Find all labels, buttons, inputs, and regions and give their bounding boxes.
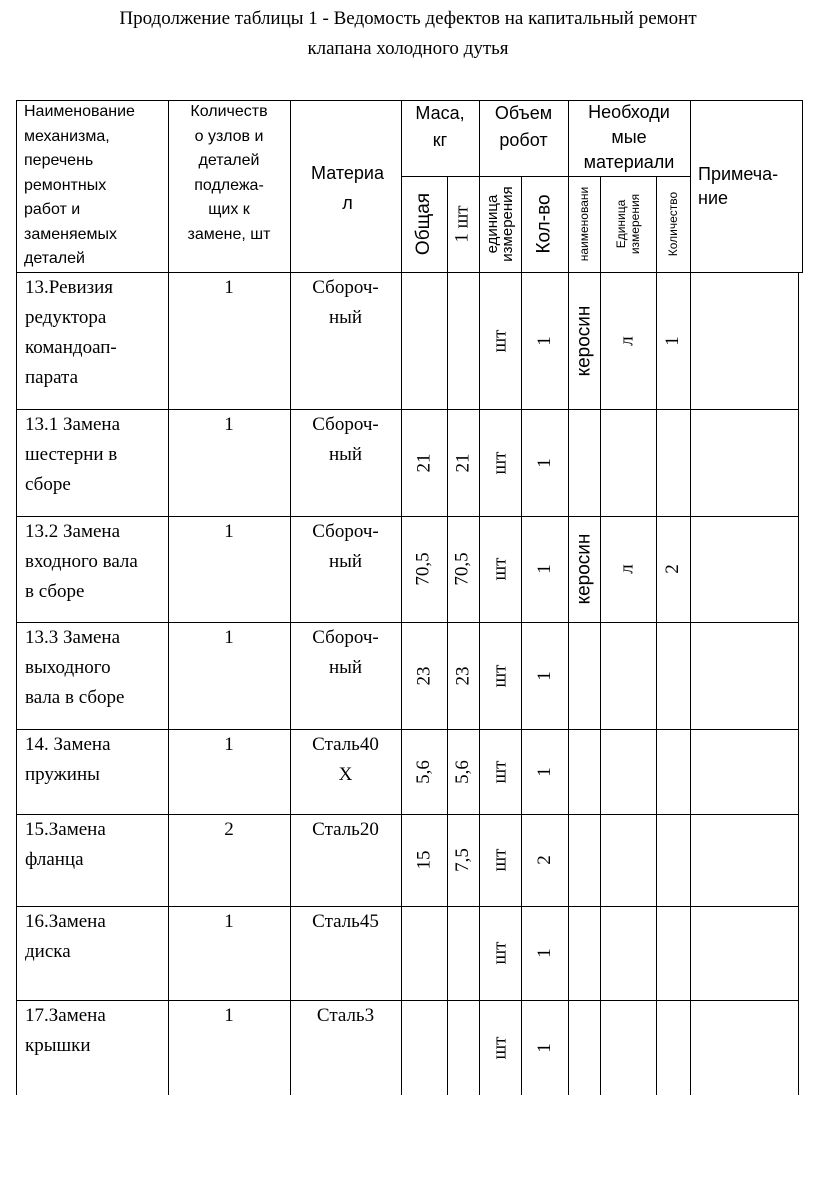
row-6-name-line: фланца [25,849,84,870]
row-7-material-line: Сталь45 [312,911,379,932]
row-6-count-line: 2 [224,819,234,840]
header-mass-line: Маса, [415,103,465,123]
header-material-line: л [342,193,353,213]
row-1-material [290,273,401,333]
row-7-material [290,907,401,937]
row-4-name-line: 13.3 Замена [25,627,121,648]
header-mass-line: кг [432,130,448,150]
row-4-mass-total-text: 23 [413,666,434,685]
title-line-2: клапана холодного дутья [307,38,509,59]
header-mass-total-text: Общая [413,192,434,256]
body-vline [290,272,291,1095]
row-3-name-line: в сборе [25,581,85,602]
header-count-line: щих к [208,201,250,218]
row-2-count-line: 1 [224,414,234,435]
header-work-unit-line: измерения [499,186,516,262]
row-1-count [168,273,290,303]
body-vline [16,272,17,1095]
row-3-mat-qty [573,557,773,581]
row-1-mat-unit-text: л [616,335,638,346]
row-2-qty [445,451,645,475]
row-1-mat-name-text: керосин [573,305,594,376]
title-prefix: Продолжение таблицы 1 - [119,8,334,29]
row-7-qty-text: 1 [533,948,555,958]
row-2-mass-total-text: 21 [413,453,434,472]
header-vline [16,100,17,272]
row-3-unit-text: шт [489,557,510,581]
row-7-qty [445,941,645,965]
row-3-mat-name-text: керосин [573,533,594,605]
row-5-count-line: 1 [224,734,234,755]
row-4-name [25,623,167,713]
body-right-border [798,272,799,1095]
header-note-line: Примеча- [698,164,779,184]
row-1-name-line: 13.Ревизия [25,277,114,298]
header-work-qty-text: Кол-во [533,194,555,254]
header-vline [690,100,691,272]
row-6-count [168,815,290,845]
header-note-line: ние [698,188,729,208]
row-8-name-line: крышки [25,1035,91,1056]
row-1-name-line: редуктора [25,307,107,328]
row-8-material [290,1001,401,1031]
row-5-mass-one-text: 5,6 [452,759,473,784]
row-6-unit-text: шт [489,848,510,872]
header-vline [290,100,291,272]
row-2-unit-text: шт [489,451,510,474]
row-2-name-line: шестерни в [25,444,118,465]
row-8-count-line: 1 [224,1005,234,1026]
row-4-name-line: выходного [25,657,111,678]
header-name-line: перечень [24,152,94,169]
row-6-name [25,815,167,875]
row-8-name [25,1001,167,1061]
row-3-mass-one-text: 70,5 [452,552,473,586]
row-3-name-line: 13.2 Замена [25,521,121,542]
header-mass-one-text: 1 шт [452,205,473,243]
header-name-line: Наименование [24,103,135,120]
title-rest: Ведомость дефектов на капитальный ремонт [333,8,697,29]
header-work-line: робот [499,130,548,150]
header-name-line: работ и [24,201,81,218]
row-2-count [168,410,290,440]
row-5-count [168,730,290,760]
row-5-name [25,730,167,790]
header-material-line: Материа [311,163,384,183]
header-sub-border [401,176,690,177]
row-7-count [168,907,290,937]
row-8-material-line: Сталь3 [316,1005,375,1026]
header-work-unit-line: единица [484,194,501,254]
row-6-qty [445,848,645,872]
row-2-material-line: Сбороч- [312,414,379,435]
row-5-name-line: пружины [25,764,100,785]
header-count-line: замене, шт [187,225,271,243]
header-needed-line: мые [611,127,647,147]
row-6-qty-text: 2 [533,855,555,865]
row-1-mat-qty-text: 1 [662,335,683,346]
header-count-line: подлежа- [194,176,264,194]
row-3-material-line: Сбороч- [312,521,379,542]
row-7-count-line: 1 [224,911,234,932]
row-6-material-line: Сталь20 [312,819,379,840]
header-name-line: деталей [24,250,85,267]
row-4-qty-text: 1 [533,670,555,681]
header-right-border [802,100,803,272]
row-4-material-line: ный [328,657,363,678]
row-4-material-line: Сбороч- [312,627,379,648]
page-title [0,4,816,64]
header-name [24,100,174,272]
row-3-material-line: ный [328,551,363,572]
body-vline [656,272,657,1095]
body-vline [168,272,169,1095]
row-6-material [290,815,401,845]
row-1-name [25,273,167,393]
row-1-name-line: командоап- [25,337,117,358]
row-3-qty-text: 1 [533,564,555,574]
row-4-unit-text: шт [489,664,510,687]
header-count [168,100,290,247]
row-4-name-line: вала в сборе [25,687,125,708]
row-1-qty-text: 1 [533,335,555,346]
row-2-material-line: ный [328,444,363,465]
row-5-qty-text: 1 [533,766,555,777]
row-3-mat-qty-text: 2 [662,564,683,574]
row-1-mat-qty [573,329,773,353]
row-8-unit-text: шт [489,1036,510,1059]
row-4-count [168,623,290,653]
row-1-material-line: ный [328,307,363,328]
row-2-mass-one-text: 21 [452,453,473,472]
row-8-qty-text: 1 [533,1042,555,1053]
row-8-name-line: 17.Замена [25,1005,106,1026]
row-7-name-line: 16.Замена [25,911,106,932]
header-work-line: Объем [494,103,553,123]
row-8-qty [445,1036,645,1060]
row-5-material-line: Х [338,764,353,785]
row-1-count-line: 1 [224,277,234,298]
row-1-material-line: Сбороч- [312,277,379,298]
row-6-mass-total-text: 15 [413,850,434,870]
row-6-mass-one-text: 7,5 [452,848,473,872]
header-mass [401,100,479,154]
row-6-name-line: 15.Замена [25,819,106,840]
row-1-unit-text: шт [489,329,510,352]
header-needed-unit-line: Единица [614,199,628,249]
row-4-qty [445,664,645,688]
row-3-mat-unit-text: л [616,564,638,574]
row-2-name [25,410,167,500]
row-7-unit-text: шт [489,941,510,965]
row-3-count [168,517,290,547]
header-material [294,158,401,218]
row-3-mass-total-text: 70,5 [413,552,434,586]
header-note [698,162,798,210]
row-5-qty [445,760,645,784]
row-5-unit-text: шт [489,760,510,783]
row-3-name-line: входного вала [25,551,138,572]
title-line-1 [0,4,816,34]
header-count-line: деталей [198,152,260,169]
body-vline [690,272,691,1095]
row-5-material-line: Сталь40 [312,734,379,755]
header-needed-name-text: наименовани [576,186,591,262]
row-2-qty-text: 1 [533,457,555,468]
header-needed-line: Необходи [588,102,670,122]
row-2-name-line: сборе [25,474,71,495]
header-needed-unit-line: измерения [628,193,642,255]
row-4-count-line: 1 [224,627,234,648]
row-7-name [25,907,167,967]
row-8-count [168,1001,290,1031]
row-7-name-line: диска [25,941,71,962]
header-needed-qty-text: Количество [665,191,680,257]
row-3-name [25,517,167,607]
row-5-mass-total-text: 5,6 [413,759,434,784]
row-3-count-line: 1 [224,521,234,542]
header-name-line: ремонтных [24,176,107,194]
header-count-line: Количеств [190,103,268,120]
header-name-line: заменяемых [24,225,118,243]
row-4-mass-one-text: 23 [452,666,473,685]
header-name-line: механизма, [24,127,110,145]
row-5-name-line: 14. Замена [25,734,111,755]
header-count-line: о узлов и [194,127,264,145]
row-1-name-line: парата [25,367,79,388]
header-needed-line: материали [583,152,675,172]
row-2-name-line: 13.1 Замена [25,414,121,435]
